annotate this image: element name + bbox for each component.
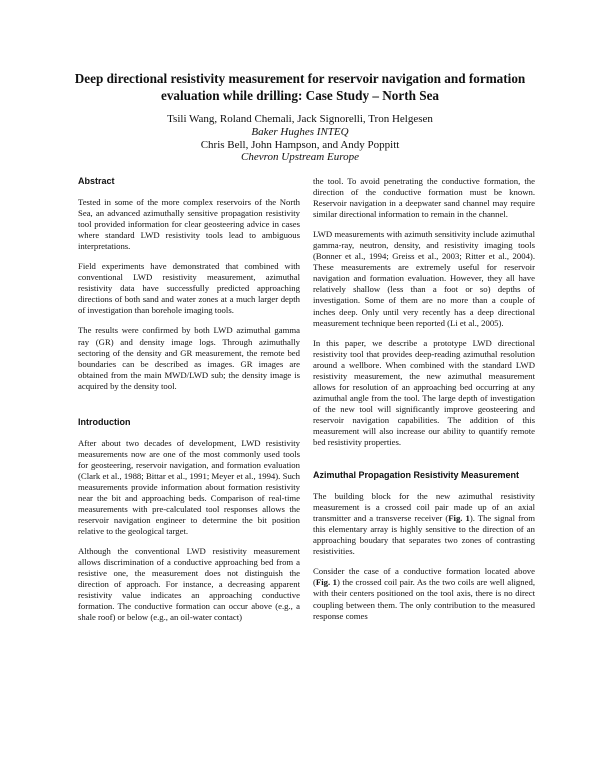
- author-names: Tsili Wang, Roland Chemali, Jack Signorelli, Tron Helgesen: [167, 113, 433, 125]
- abstract-paragraph: The results were confirmed by both LWD azimuthal gamma ray (GR) and density image logs. Through azimuthally sectoring of the density and GR measurement, the remote bed boundaries can be described as images. GR images are obtained from the main MWD/LWD sub; the density image is acquired by the density tool.: [78, 325, 300, 391]
- author-names: Chris Bell, John Hampson, and Andy Poppitt: [200, 138, 400, 151]
- author-affiliation: Chevron Upstream Europe: [241, 151, 359, 164]
- introduction-paragraph: LWD measurements with azimuth sensitivity include azimuthal gamma-ray, neutron, density, and resistivity imaging tools (Bonner et al., 1994; Greiss et al., 2003; Ritter et al., 2004). These measurements are extremely useful for reservoir navigation and formation evaluation. However, they all have relatively shallow (less than a foot or so) depths of investigation. Some of them are no more than a couple of inches deep. Only until very recently has a deep directional measurement technique been reported (Li et al., 2005).: [313, 229, 535, 328]
- azimuthal-paragraph: The building block for the new azimuthal resistivity measurement is a crossed coil pair made up of an axial transmitter and a transverse receiver (Fig. 1). The signal from this elementary array is highly sensitive to the direction of an approaching boudary that separates two zones of contrasting resistivities.: [313, 491, 535, 557]
- abstract-paragraph: Field experiments have demonstrated that combined with conventional LWD resistivity measurement, azimuthal resistivity data have successfully predicted approaching directions of both sand and water zones at a much larger depth of investigation than borehole imaging tools.: [78, 261, 300, 316]
- figure-reference: Fig. 1: [448, 513, 470, 524]
- introduction-heading: Introduction: [78, 416, 131, 427]
- author-block: [60, 113, 540, 164]
- figure-reference: Fig. 1: [315, 577, 338, 588]
- left-column: [78, 175, 300, 633]
- azimuthal-heading: Azimuthal Propagation Resistivity Measurement: [313, 470, 520, 481]
- introduction-paragraph: After about two decades of development, LWD resistivity measurements now are one of the most commonly used tools for geosteering, reservoir navigation, and formation evaluation (Clark et al., 1988; Bittar et al., 1991; Meyer et al., 1994). Such measurements provide information about formation resistivity near the bit and approaching beds. Comparison of real-time measurements with pre-calculated tool responses allows the reservoir navigation engineer to determine the bit position relative to the geological target.: [78, 437, 300, 537]
- azimuthal-paragraph: Consider the case of a conductive formation located above (Fig. 1) the crossed coil pair. As the two coils are well aligned, with their centers positioned on the tool axis, there is no direct coupling between them. The only contribution to the measured response comes: [313, 566, 535, 621]
- abstract-heading: Abstract: [78, 176, 115, 186]
- right-column: [313, 176, 535, 631]
- introduction-paragraph: Although the conventional LWD resistivity measurement allows discrimination of a conductive approaching bed from a resistive one, the measurement does not distinguish the direction of approach. For instance, a decreasing apparent resistivity value indicates an approaching conductive formation. The conductive formation can occur above (e.g., a shale roof) or below (e.g., an oil-water contact): [78, 546, 300, 623]
- author-affiliation: Baker Hughes INTEQ: [251, 125, 349, 138]
- abstract-paragraph: Tested in some of the more complex reservoirs of the North Sea, an advanced azimuthally sensitive propagation resistivity tool provided information for clear geosteering advice in cases where standard LWD resistivity tools lead to ambiguous interpretations.: [78, 197, 300, 252]
- introduction-paragraph: In this paper, we describe a prototype LWD directional resistivity tool that provides deep-reading azimuthal resolution around a wellbore. When combined with the standard LWD resistivity measurement, the new azimuthal measurement allows for resolution of an approaching bed occurring at any azimuthal angle from the tool. The large depth of investigation of the new tool will significantly improve geosteering and reservoir navigation capabilities. The addition of this measurement will also increase our ability to quantify remote bed resistivity properties.: [313, 337, 535, 448]
- introduction-paragraph-continued: the tool. To avoid penetrating the conductive formation, the direction of the conductive formation must be known. Reservoir navigation in a deepwater sand channel may require similar directional information to remain in the channel.: [313, 176, 535, 220]
- paper-title: Deep directional resistivity measurement for reservoir navigation and formation evaluation while drilling: Case Study – North Sea: [74, 71, 526, 103]
